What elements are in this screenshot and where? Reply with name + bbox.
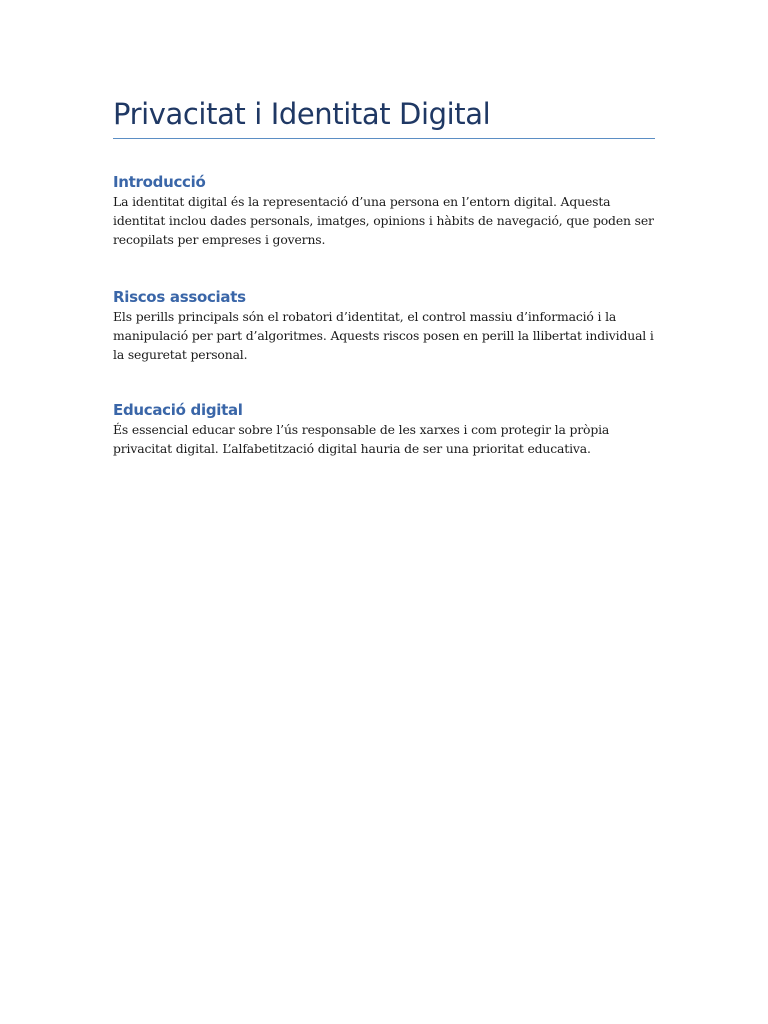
document-page [113, 0, 655, 456]
section-paragraph: Els perills principals són el robatori d’identitat, el control massiu d’informació i la manipulació per part d’algoritmes. Aquests riscos posen en perill la llibertat individual i la seguretat personal. [113, 309, 654, 362]
section-paragraph: És essencial educar sobre l’ús responsable de les xarxes i com protegir la pròpia privacitat digital. L’alfabetització digital hauria de ser una prioritat educativa. [113, 422, 610, 456]
section-risks [113, 287, 655, 364]
section-digital-education [113, 400, 655, 458]
document-title: Privacitat i Identitat Digital [113, 97, 491, 131]
section-introduction [113, 172, 655, 249]
section-heading: Introducció [113, 173, 206, 191]
section-paragraph: La identitat digital és la representació d’una persona en l’entorn digital. Aquesta identitat inclou dades personals, imatges, opinions i hàbits de navegació, que poden ser recopilats per empreses i governs. [113, 194, 654, 247]
section-heading: Riscos associats [113, 288, 246, 306]
section-heading: Educació digital [113, 401, 243, 419]
title-divider [113, 138, 655, 139]
